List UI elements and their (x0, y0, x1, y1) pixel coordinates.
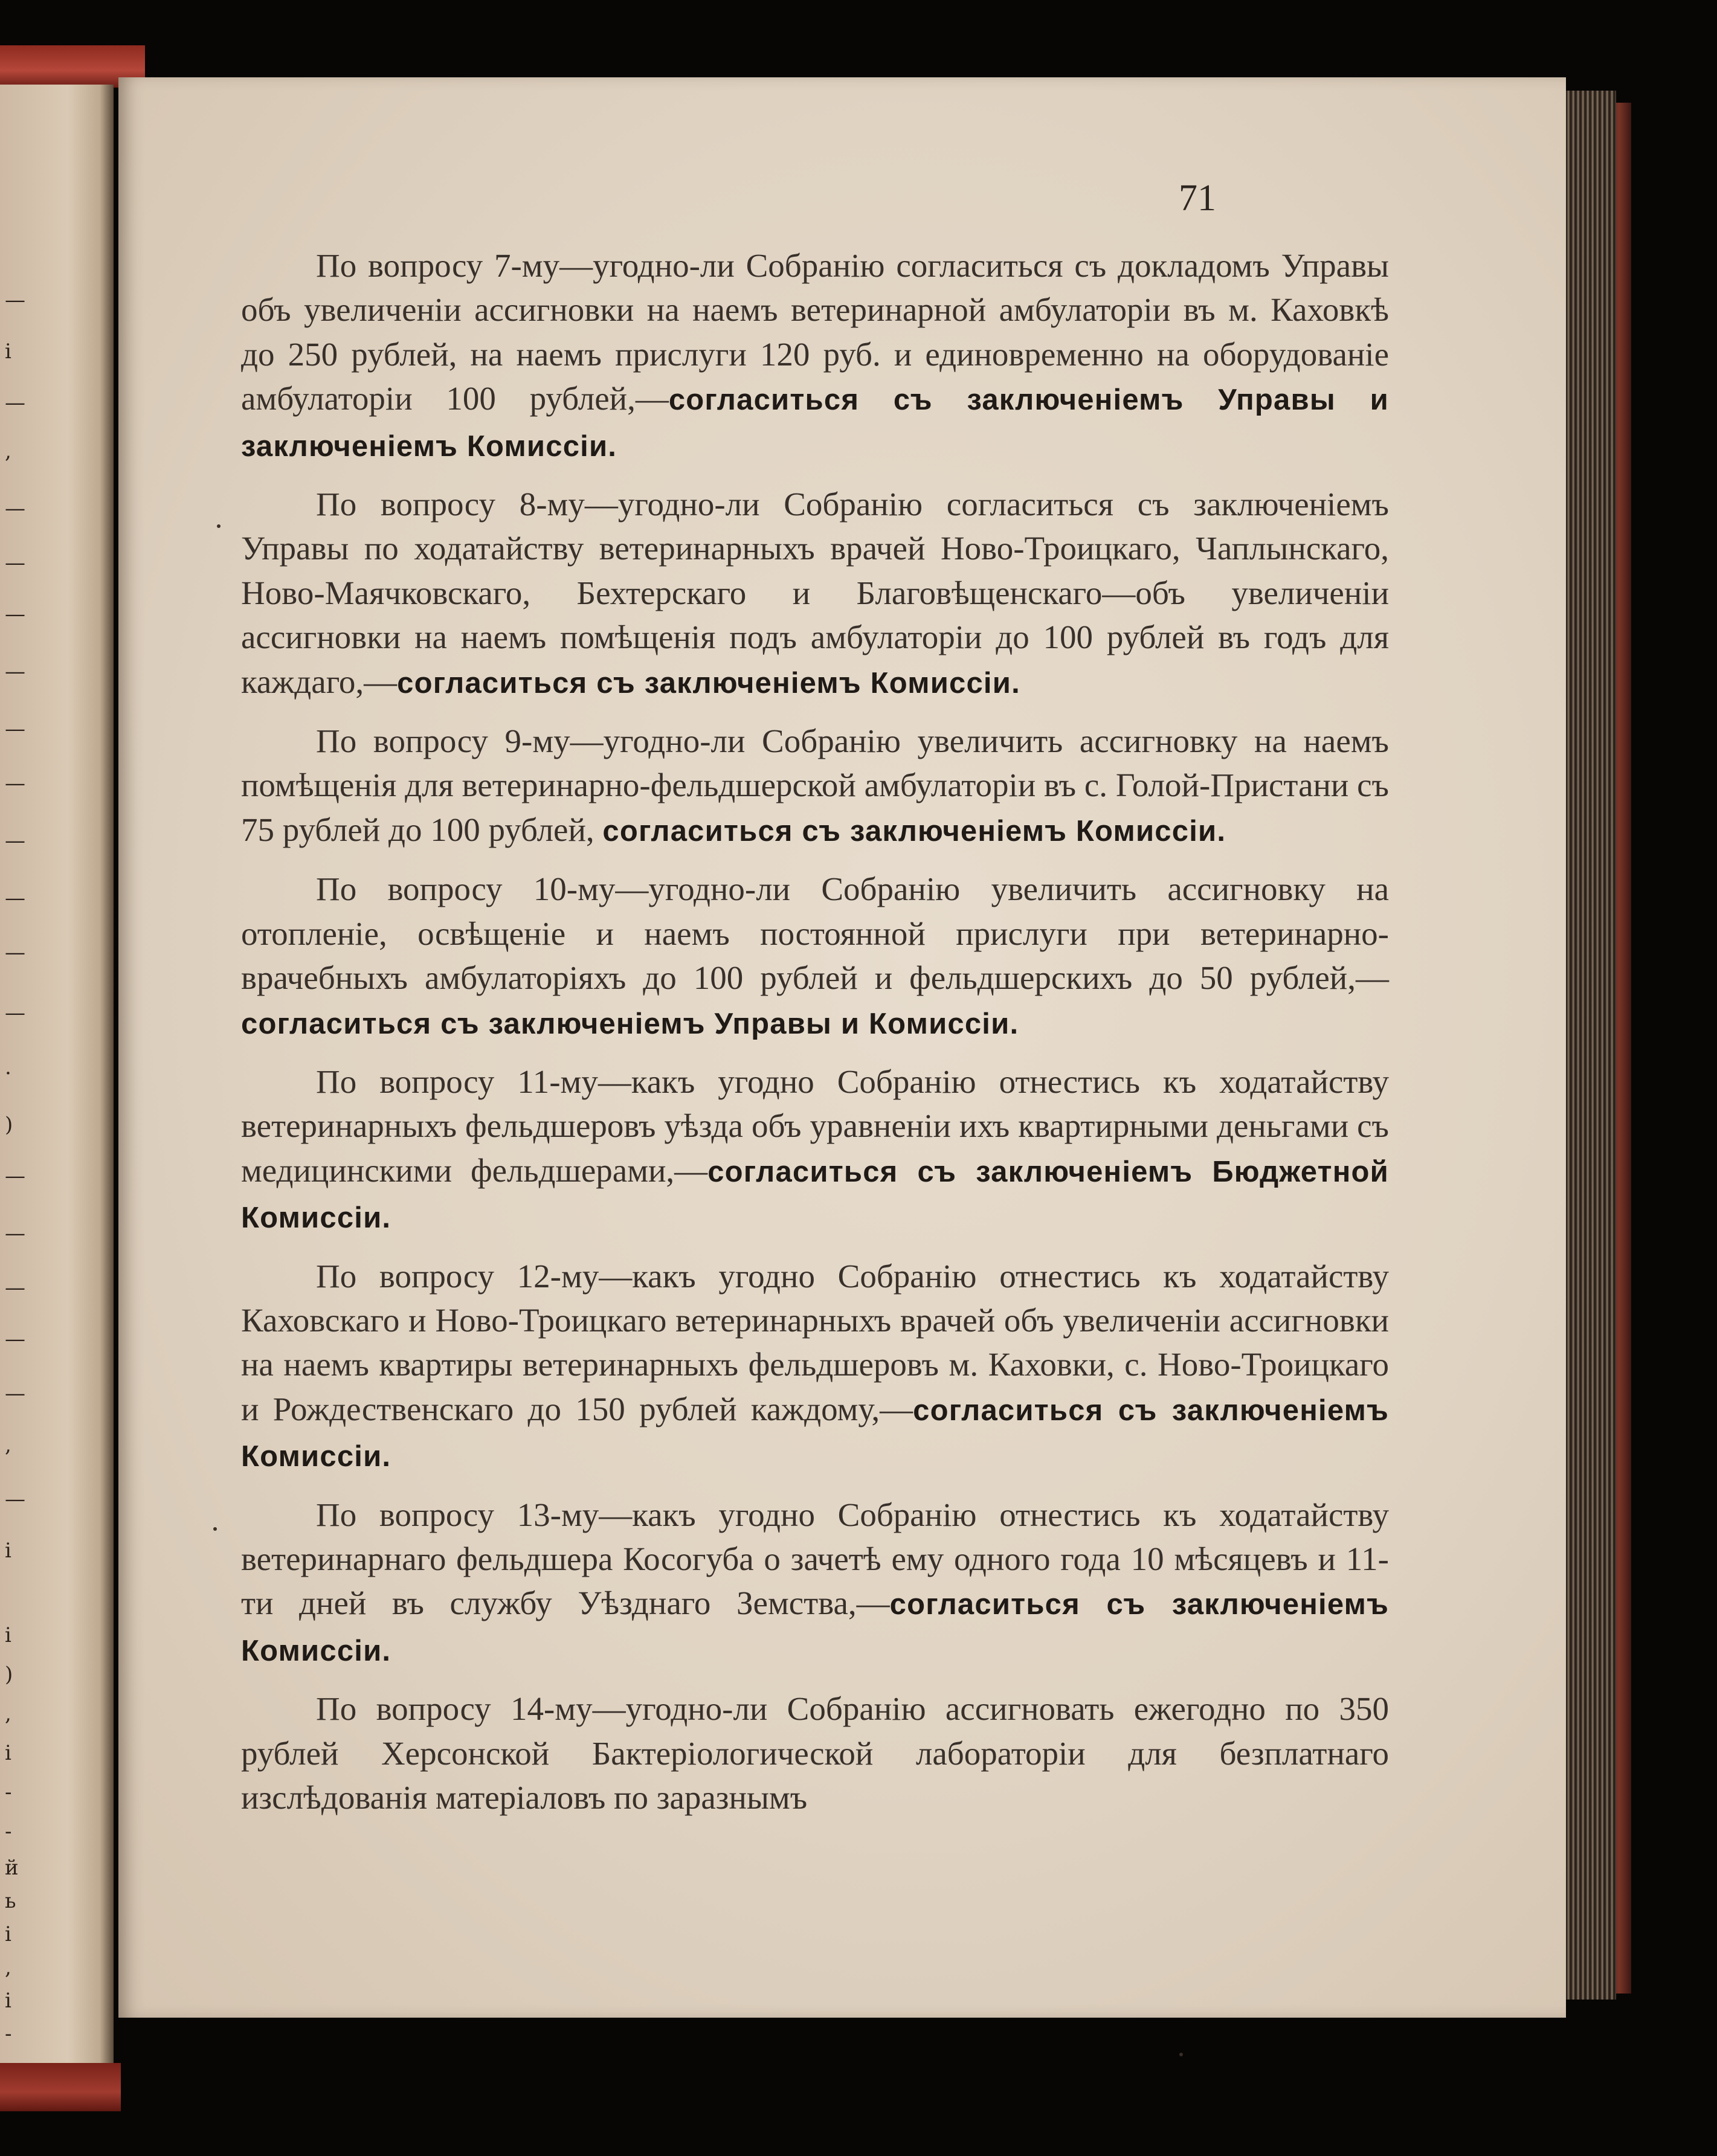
left-mark: - (5, 1820, 12, 1844)
left-mark: — (5, 391, 25, 415)
left-mark: — (5, 551, 25, 575)
paragraph-text: По вопросу 10-му—угодно-ли Собранію увеличить ассигновку на отопленіе, освѣщеніе и наемъ постоянной прислуги при ветеринарно-врачебныхъ амбулаторіяхъ до 100 рублей и фельдшерскихъ до 50 рублей,— (241, 870, 1389, 997)
left-mark: — (5, 1276, 25, 1300)
ink-speck (1179, 2053, 1183, 2056)
paragraph-resolution: согласиться съ заключеніемъ Управы и Комиссіи. (241, 1007, 1019, 1040)
paragraph-question-9 (241, 719, 1389, 854)
left-mark: — (5, 941, 25, 965)
left-mark: і (5, 1989, 11, 2013)
left-mark: — (5, 771, 25, 796)
left-mark: — (5, 886, 25, 910)
paragraph-resolution: согласиться съ заключеніемъ Комиссіи. (241, 1588, 1389, 1667)
left-mark: — (5, 1487, 25, 1511)
paragraph-resolution: согласиться съ заключеніемъ Комиссіи. (397, 666, 1020, 700)
left-mark: — (5, 1382, 25, 1406)
left-mark: і (5, 1539, 11, 1563)
previous-page-line-ends (5, 85, 29, 2066)
left-mark: ) (5, 1113, 13, 1137)
paragraph-question-10 (241, 867, 1389, 1046)
left-mark: і (5, 1623, 11, 1647)
left-mark: і (5, 1741, 11, 1765)
left-mark: — (5, 1221, 25, 1246)
left-mark: - (5, 2022, 12, 2046)
paragraph-text: По вопросу 8-му—угодно-ли Собранію согласиться съ заключеніемъ Управы по ходатайству ветеринарныхъ врачей Ново-Троицкаго, Чаплынскаго, Ново-Маячковскаго, Бехтерскаго и Благовѣщенскаго—объ увеличеніи ассигновки на наемъ помѣщенія подъ амбулаторіи до 100 рублей въ годъ для каждаго,— (241, 486, 1389, 700)
paragraph-text: По вопросу 12-му—какъ угодно Собранію отнестись къ ходатайству Каховскаго и Ново-Троицкаго ветеринарныхъ врачей объ увеличеніи ассигновки на наемъ квартиры ветеринарныхъ фельдшеровъ м. Каховки, с. Ново-Троицкаго и Рождественскаго до 150 рублей каждому,— (241, 1257, 1389, 1427)
paragraph-text: По вопросу 13-му—какъ угодно Собранію отнестись къ ходатайству ветеринарнаго фельдшера Косогуба о зачетѣ ему одного года 10 мѣсяцевъ и 11-ти дней въ службу Уѣзднаго Земства,— (241, 1496, 1389, 1622)
paragraph-question-8 (241, 482, 1389, 706)
paragraph-question-14 (241, 1687, 1389, 1821)
paragraph-resolution: согласиться съ заключеніемъ Управы и заключеніемъ Комиссіи. (241, 384, 1389, 463)
paragraph-question-11 (241, 1060, 1389, 1241)
book-page (118, 77, 1566, 2018)
left-mark: . (5, 1055, 11, 1080)
paragraph-text: По вопросу 14-му—угодно-ли Собранію ассигновать ежегодно по 350 рублей Херсонской Бактеріологической лабораторіи для безплатнаго изслѣдованія матеріаловъ по заразнымъ (241, 1690, 1389, 1816)
left-mark: , (5, 1955, 11, 1980)
left-mark: , (5, 439, 11, 463)
paragraph-question-12 (241, 1254, 1389, 1479)
left-mark: , (5, 1433, 11, 1457)
left-mark: — (5, 660, 25, 684)
left-mark: - (5, 1780, 12, 1804)
paragraph-resolution: согласиться съ заключеніемъ Бюджетной Комиссіи. (241, 1155, 1389, 1235)
left-mark: ь (5, 1889, 16, 1913)
left-mark: , (5, 1702, 11, 1726)
paragraph-question-13 (241, 1493, 1389, 1674)
left-mark: й (5, 1856, 19, 1880)
left-mark: — (5, 1001, 25, 1025)
paragraph-resolution: согласиться съ заключеніемъ Комиссіи. (602, 814, 1226, 848)
ink-speck (213, 1527, 217, 1531)
left-mark: і (5, 339, 11, 364)
left-mark: — (5, 602, 25, 626)
paragraph-resolution: согласиться съ заключеніемъ Комиссіи. (241, 1394, 1389, 1473)
previous-page-edge (0, 85, 114, 2066)
left-mark: — (5, 1164, 25, 1188)
left-mark: — (5, 717, 25, 741)
left-mark: — (5, 829, 25, 853)
left-mark: ) (5, 1662, 13, 1687)
paragraph-text: По вопросу 7-му—угодно-ли Собранію согласиться съ докладомъ Управы объ увеличеніи ассигновки на наемъ ветеринарной амбулаторіи въ м. Каховкѣ до 250 рублей, на наемъ прислуги 120 руб. и единовременно на оборудованіе амбулаторіи 100 рублей,— (241, 247, 1389, 417)
left-mark: — (5, 1327, 25, 1351)
ink-speck (217, 524, 221, 528)
paragraph-question-7 (241, 243, 1389, 469)
red-binding-bottom (0, 2063, 121, 2111)
left-mark: — (5, 497, 25, 521)
page-number: 71 (1179, 178, 1216, 219)
paragraph-text: По вопросу 9-му—угодно-ли Собранію увеличить ассигновку на наемъ помѣщенія для ветеринарно-фельдшерской амбулаторіи въ с. Голой-Пристани съ 75 рублей до 100 рублей, (241, 722, 1389, 848)
page-body (241, 243, 1389, 1835)
paragraph-text: По вопросу 11-му—какъ угодно Собранію отнестись къ ходатайству ветеринарныхъ фельдшеровъ уѣзда объ уравненіи ихъ квартирными деньгами съ медицинскими фельдшерами,— (241, 1063, 1389, 1189)
left-mark: і (5, 1922, 11, 1946)
left-mark: — (5, 288, 25, 312)
